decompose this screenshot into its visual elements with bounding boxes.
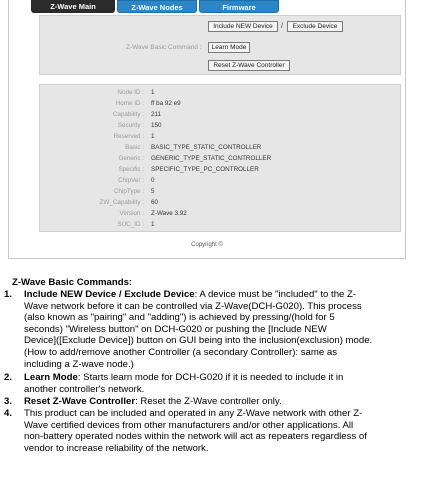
info-row: [40, 143, 400, 153]
info-key: Version :: [119, 210, 144, 217]
text-line: including a Z-wave node.): [24, 358, 134, 370]
list-number: 2.: [4, 372, 13, 383]
text-line: [24, 289, 424, 301]
info-value: 211: [151, 111, 162, 118]
text-line: seconds) "Wireless button" on DCH-G020 or pushing the [Include NEW: [24, 323, 327, 335]
reset-controller-button[interactable]: Reset Z-Wave Controller: [208, 60, 290, 71]
line-text: : Starts learn mode for DCH-G020 if it is needed to include it in: [77, 372, 344, 383]
info-row: [40, 198, 400, 208]
info-value: GENERIC_TYPE_STATIC_CONTROLLER: [151, 155, 272, 162]
list-text: [24, 396, 424, 408]
info-value: 1: [151, 133, 155, 140]
info-row: [40, 154, 400, 164]
learn-mode-button[interactable]: Learn Mode: [208, 42, 250, 53]
info-key: Generic :: [118, 155, 144, 162]
info-value: 5: [151, 188, 155, 195]
list-text: [24, 408, 424, 454]
info-key: Node ID :: [117, 89, 144, 96]
text-line: Device]([Exclude Device]) button on GUI being into the inclusion(exclusion) mode.: [24, 335, 373, 347]
info-key: Home ID :: [115, 100, 144, 107]
commands-panel: [39, 15, 401, 75]
list-number: 1.: [4, 289, 13, 300]
tab-zwave-nodes[interactable]: Z-Wave Nodes: [117, 0, 197, 13]
line-text: : A device must be "included" to the Z-: [194, 289, 357, 300]
controller-info-panel: [39, 84, 401, 232]
info-value: 60: [151, 199, 159, 206]
info-value: SPECIFIC_TYPE_PC_CONTROLLER: [151, 166, 259, 173]
info-key: ChipType :: [113, 188, 144, 195]
info-row: [40, 220, 400, 230]
info-value: 1: [151, 89, 155, 96]
text-line: non-battery operated nodes within the network will act as repeaters regardless of: [24, 431, 367, 443]
list-text: [24, 372, 424, 395]
zwave-web-ui: [8, 0, 406, 259]
button-separator: /: [281, 23, 283, 30]
basic-command-label: Z-Wave Basic Command :: [126, 44, 202, 51]
text-line: (also known as "pairing" and "adding") is achieved by pressing/(hold for 5: [24, 312, 335, 324]
bold-term: Reset Z-Wave Controller: [24, 396, 136, 407]
info-row: [40, 132, 400, 142]
info-row: [40, 121, 400, 131]
info-key: Basic :: [125, 144, 144, 151]
text-line: This product can be included and operated in any Z-Wave network with other Z-: [24, 408, 363, 419]
info-row: [40, 176, 400, 186]
info-value: 150: [151, 122, 162, 129]
list-number: 4.: [4, 408, 13, 419]
text-line: Wave certified devices from other manufacturers and/or other applications. All: [24, 419, 354, 431]
text-line: (How to add/remove another Controller (a secondary Controller): same as: [24, 346, 338, 358]
line-text: : Reset the Z-Wave controller only.: [135, 396, 282, 407]
info-key: Security :: [117, 122, 144, 129]
info-key: Reserved :: [113, 133, 144, 140]
tab-zwave-main[interactable]: Z-Wave Main: [31, 0, 115, 13]
info-key: Capability :: [112, 111, 144, 118]
info-key: ChipVer :: [118, 177, 144, 184]
tab-firmware[interactable]: Firmware: [199, 0, 279, 13]
bold-term: Learn Mode: [24, 372, 78, 383]
info-value: ff ba 92 e9: [151, 100, 181, 107]
info-row: [40, 187, 400, 197]
info-row: [40, 209, 400, 219]
include-new-device-button[interactable]: Include NEW Device: [208, 21, 278, 32]
info-row: [40, 165, 400, 175]
info-key: SUC_ID :: [117, 221, 144, 228]
text-line: [24, 372, 424, 384]
info-value: 1: [151, 221, 155, 228]
text-line: vendor to increase reliability of the network.: [24, 442, 209, 454]
bold-term: Include NEW Device / Exclude Device: [24, 289, 195, 300]
exclude-device-button[interactable]: Exclude Device: [287, 21, 343, 32]
info-value: Z-Wave 3.92: [151, 210, 187, 217]
info-value: 0: [151, 177, 155, 184]
info-key: ZW_Capability :: [99, 199, 144, 206]
info-row: [40, 110, 400, 120]
list-text: [24, 289, 424, 370]
list-number: 3.: [4, 396, 13, 407]
info-value: BASIC_TYPE_STATIC_CONTROLLER: [151, 144, 262, 151]
text-line: [24, 396, 424, 408]
text-line: another controller's network.: [24, 383, 145, 395]
info-key: Specific :: [118, 166, 144, 173]
copyright-footer: Copyright ©: [191, 242, 223, 248]
doc-title: Z-Wave Basic Commands:: [12, 277, 133, 288]
text-line: Wave network before it can be controlled via Z-Wave(DCH-G020). This process: [24, 300, 362, 312]
info-row: [40, 88, 400, 98]
info-row: [40, 99, 400, 109]
